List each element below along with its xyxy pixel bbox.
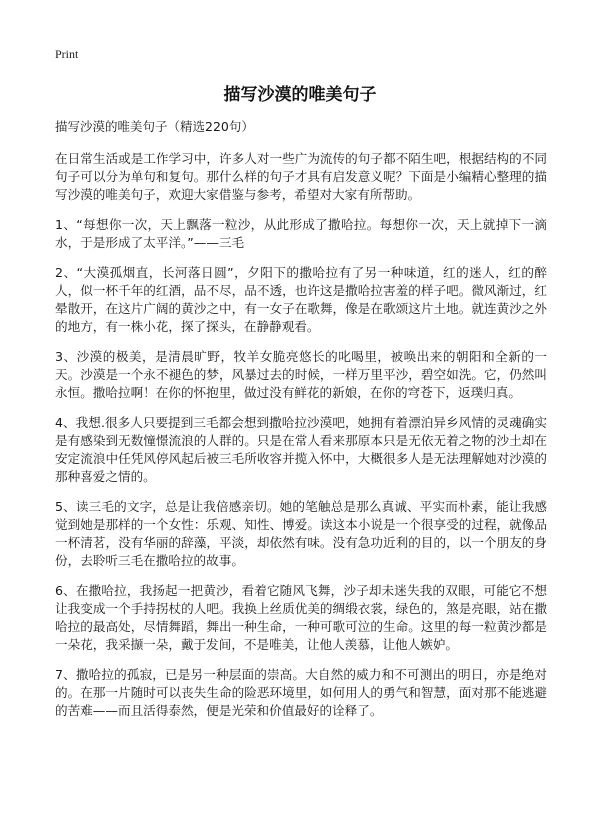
sentence-item-4: 4、我想.很多人只要提到三毛都会想到撒哈拉沙漠吧，她拥有着漂泊异乡风情的灵魂确实是有感染到无数憧憬流浪的人群的。只是在常人看来那原本只是无依无着之物的沙土却在安定流浪中任凭风停风起后被三毛所收容并揽入怀中，大概很多人是无法理解她对沙漠的那种喜爱之情的。: [55, 415, 547, 484]
sentence-item-7: 7、撒哈拉的孤寂，已是另一种层面的崇高。大自然的威力和不可测出的明日，亦是绝对的。在那一片随时可以丧失生命的险恶环境里，如何用人的勇气和智慧，面对那不能逃避的苦难——而且活得泰然，便是光荣和价值最好的诠释了。: [55, 667, 547, 718]
article-subtitle: 描写沙漠的唯美句子（精选220句）: [55, 119, 254, 134]
sentence-item-6: 6、在撒哈拉，我扬起一把黄沙，看着它随风飞舞，沙子却未迷失我的双眼，可能它不想让我变成一个手持拐杖的人吧。我换上丝质优美的绸缎衣裳，绿色的，煞是亮眼，站在撒哈拉的最高处，尽情舞蹈，舞出一种生命，一种可歌可泣的生命。这里的每一粒黄沙都是一朵花，我采撷一朵，戴于发间，不是唯美，让他人羡慕，让他人嫉妒。: [55, 583, 547, 652]
sentence-item-2: 2、“大漠孤烟直，长河落日圆”，夕阳下的撒哈拉有了另一种味道，红的迷人，红的醉人，似一杯千年的红酒，品不尽，品不透，也许这是撒哈拉害羞的样子吧。微风渐过，红晕散开，在这片广阔的黄沙之中，有一女子在歌舞，像是在歌颂这片土地。就连黄沙之外的地方，有一株小花，探了探头，在静静观看。: [55, 265, 547, 334]
article-body: [55, 118, 547, 732]
sentence-item-3: 3、沙漠的极美，是清晨旷野，牧羊女脆亮悠长的叱喝里，被唤出来的朝阳和全新的一天。沙漠是一个永不褪色的梦，风暴过去的时候，一样万里平沙，碧空如洗。它，仍然叫永恒。撒哈拉啊！在你的怀抱里，做过没有鲜花的新娘，在你的穹苍下，返璞归真。: [55, 349, 547, 400]
page-title: 描写沙漠的唯美句子: [223, 85, 377, 105]
sentence-item-5: 5、读三毛的文字，总是让我倍感亲切。她的笔触总是那么真诚、平实而朴素，能让我感觉到她是那样的一个女性：乐观、知性、博爱。读这本小说是一个很享受的过程，就像品一杯清茗，没有华丽的辞藻，平淡，却依然有味。没有急功近利的目的，以一个朋友的身份，去聆听三毛在撒哈拉的故事。: [55, 499, 547, 568]
sentence-item-1: 1、“每想你一次，天上飘落一粒沙，从此形成了撒哈拉。每想你一次，天上就掉下一滴水，于是形成了太平洋。”——三毛: [55, 217, 547, 250]
print-link[interactable]: Print: [55, 47, 79, 61]
intro-paragraph: 在日常生活或是工作学习中，许多人对一些广为流传的句子都不陌生吧，根据结构的不同句子可以分为单句和复句。那什么样的句子才具有启发意义呢？下面是小编精心整理的描写沙漠的唯美句子，欢迎大家借鉴与参考，希望对大家有所帮助。: [55, 151, 547, 202]
